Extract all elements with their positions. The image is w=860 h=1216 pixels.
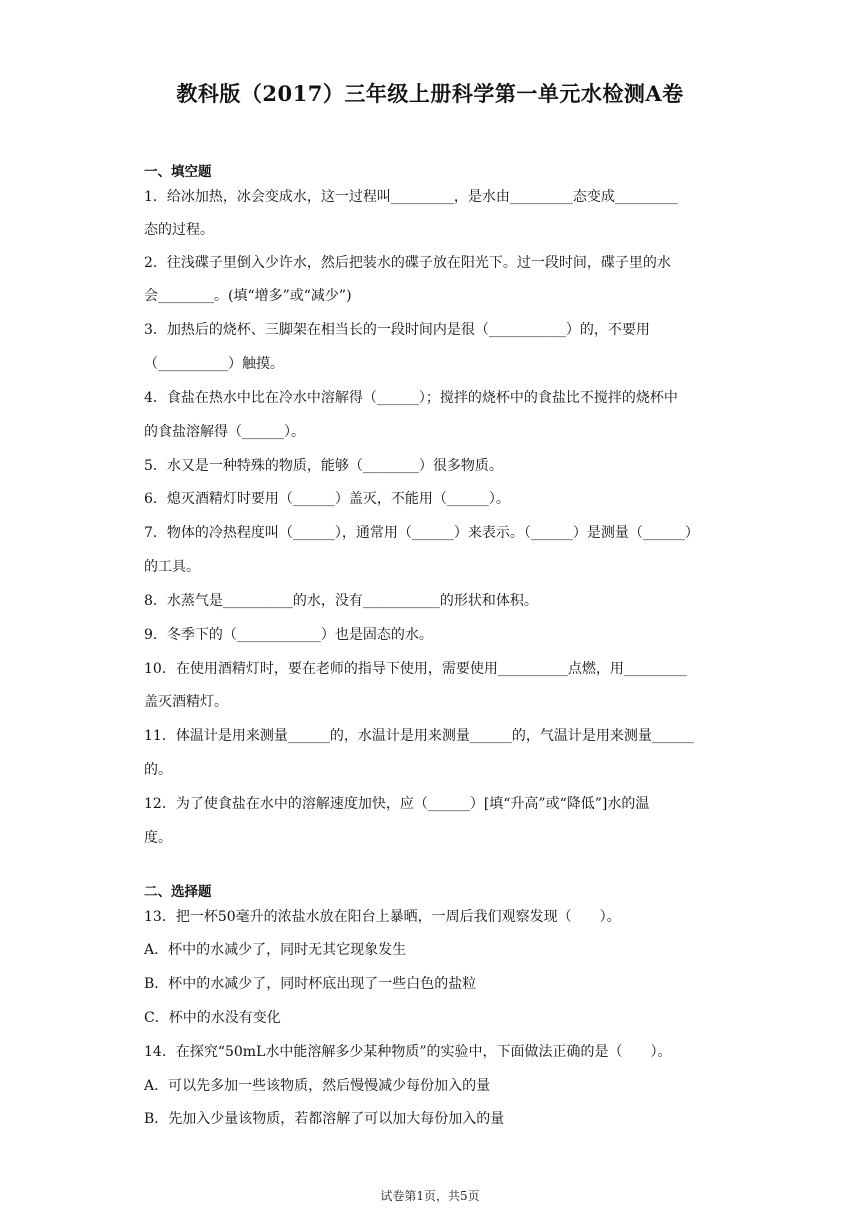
question-3-line-1: 3．加热后的烧杯、三脚架在相当长的一段时间内是很（___________）的，不要用 — [144, 322, 650, 338]
question-14-option-b: B．先加入少量该物质，若都溶解了可以加大每份加入的量 — [144, 1111, 505, 1127]
question-13-option-b: B．杯中的水减少了，同时杯底出现了一些白色的盐粒 — [144, 976, 477, 992]
section-heading-fill-blank: 一、填空题 — [144, 164, 212, 180]
question-11-line-2: 的。 — [144, 762, 172, 778]
question-12-line-2: 度。 — [144, 830, 172, 846]
question-4-line-1: 4．食盐在热水中比在冷水中溶解得（______）；搅拌的烧杯中的食盐比不搅拌的烧杯中 — [144, 390, 678, 406]
question-12-line-1: 12．为了使食盐在水中的溶解速度加快，应（______）[填“升高”或“降低”]水的温 — [144, 796, 650, 812]
question-13-option-c: C．杯中的水没有变化 — [144, 1010, 281, 1026]
page-title: 教科版（2017）三年级上册科学第一单元水检测A卷 — [176, 81, 684, 106]
page-footer: 试卷第1页，共5页 — [380, 1189, 480, 1203]
question-1-line-1: 1．给冰加热，冰会变成水，这一过程叫_________，是水由_________态变成_________ — [144, 189, 678, 205]
question-7-line-2: 的工具。 — [144, 559, 200, 575]
question-14-option-a: A．可以先多加一些该物质，然后慢慢减少每份加入的量 — [144, 1078, 491, 1094]
question-11-line-1: 11．体温计是用来测量______的，水温计是用来测量______的，气温计是用来测量______ — [144, 728, 694, 744]
section-heading-multiple-choice: 二、选择题 — [144, 884, 212, 900]
question-10-line-1: 10．在使用酒精灯时，要在老师的指导下使用，需要使用__________点燃，用_________ — [144, 661, 687, 677]
question-7-line-1: 7．物体的冷热程度叫（______），通常用（______）来表示。（______）是测量（______） — [144, 525, 699, 541]
question-6: 6．熄灭酒精灯时要用（______）盖灭，不能用（______）。 — [144, 491, 510, 507]
question-13: 13．把一杯50毫升的浓盐水放在阳台上暴晒，一周后我们观察发现（ ）。 — [144, 909, 621, 925]
question-4-line-2: 的食盐溶解得（______）。 — [144, 424, 305, 440]
question-10-line-2: 盖灭酒精灯。 — [144, 694, 228, 710]
question-1-line-2: 态的过程。 — [144, 222, 214, 238]
question-2-line-2: 会________。(填“增多”或“减少”) — [144, 288, 352, 304]
question-9: 9．冬季下的（____________）也是固态的水。 — [144, 627, 433, 643]
question-13-option-a: A．杯中的水减少了，同时无其它现象发生 — [144, 942, 407, 958]
question-14: 14．在探究“50mL水中能溶解多少某种物质”的实验中，下面做法正确的是（ ）。 — [144, 1044, 672, 1060]
question-3-line-2: （__________）触摸。 — [144, 356, 284, 372]
question-2-line-1: 2．往浅碟子里倒入少许水，然后把装水的碟子放在阳光下。过一段时间，碟子里的水 — [144, 255, 671, 271]
question-5: 5．水又是一种特殊的物质，能够（________）很多物质。 — [144, 458, 503, 474]
question-8: 8．水蒸气是__________的水，没有___________的形状和体积。 — [144, 593, 538, 609]
